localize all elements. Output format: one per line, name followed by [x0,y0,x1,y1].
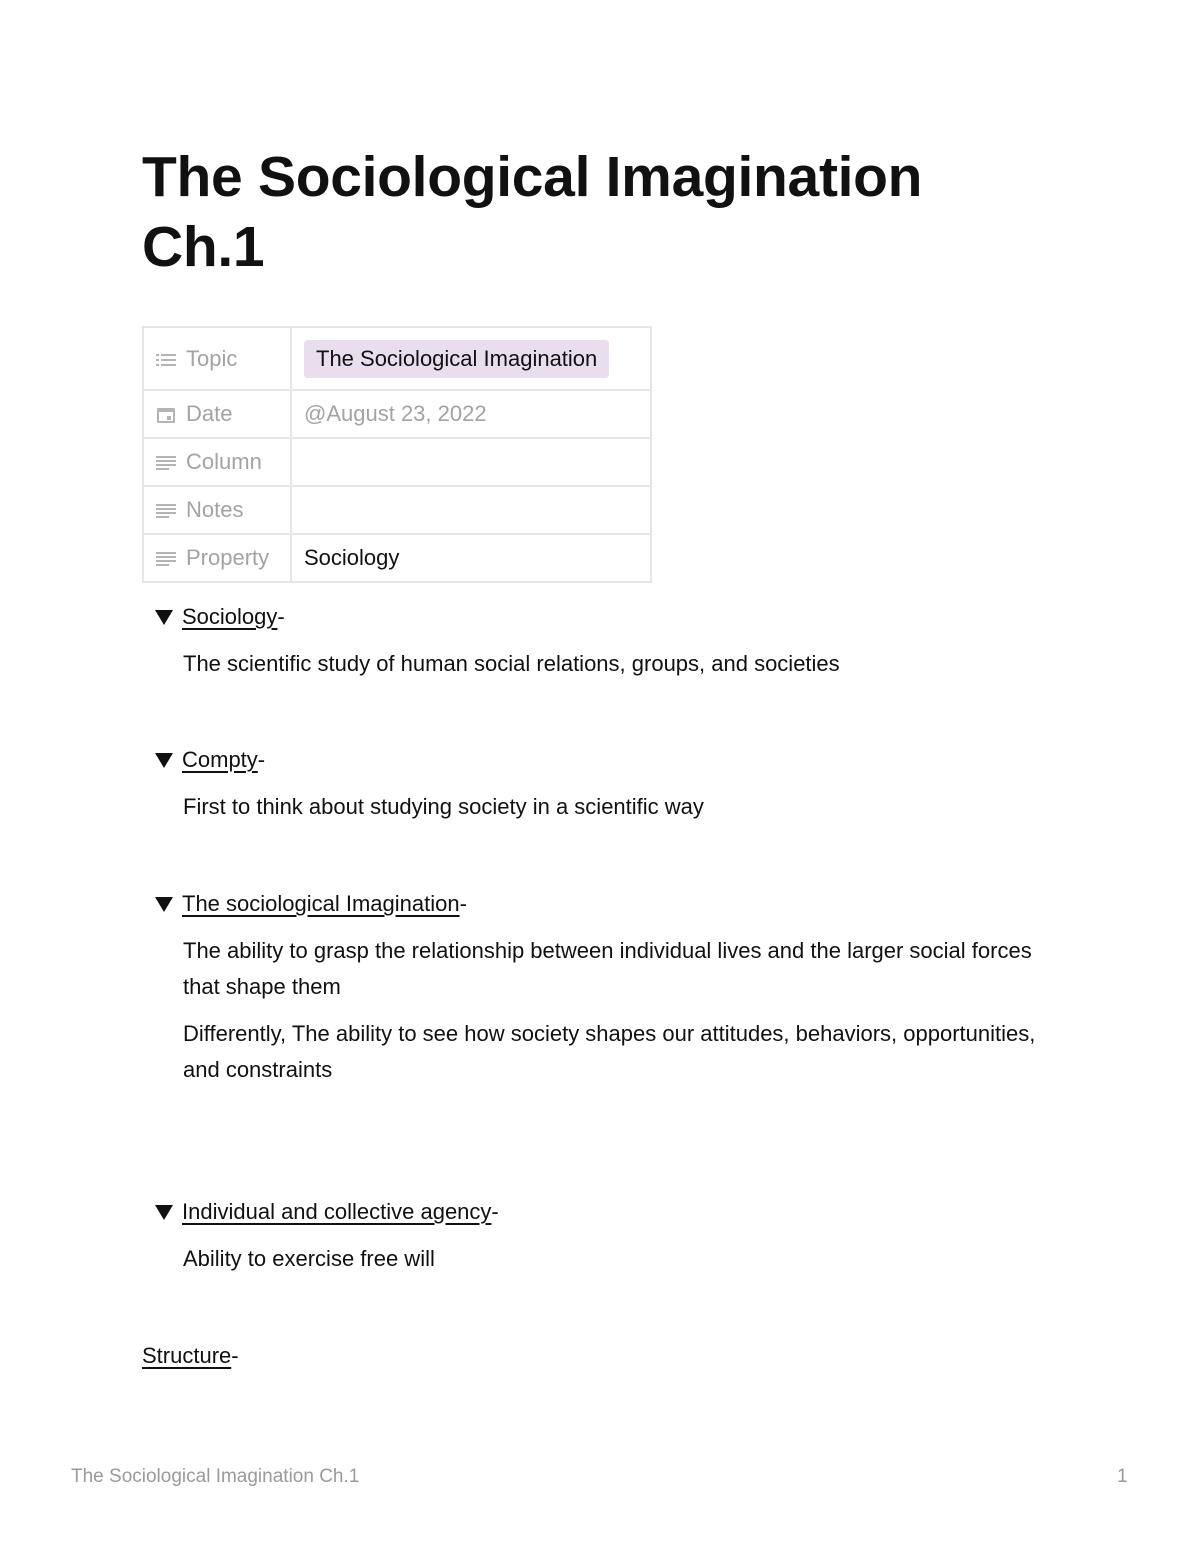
toggle-term: The sociological Imagination [182,891,460,916]
text-lines-icon [156,502,176,520]
toggle-paragraph: The ability to grasp the relationship between individual lives and the larger social forces that shape them [183,938,1032,999]
toggle-paragraph: The scientific study of human social relations, groups, and societies [183,651,840,676]
toggle-paragraph: First to think about studying society in a scientific way [183,794,704,819]
toggle-label [182,603,285,631]
toggle-paragraph: Differently, The ability to see how society shapes our attitudes, behaviors, opportunities, and constraints [183,1021,1036,1082]
calendar-icon [156,406,176,424]
text-lines-icon [156,454,176,472]
property-value-topic[interactable] [291,327,651,390]
property-row-date [143,390,651,438]
toggle-label [182,890,467,918]
property-key-topic [143,327,291,390]
toggle-label [182,746,265,774]
toggle-label [182,1198,499,1226]
toggle-term: Individual and collective agency [182,1199,492,1224]
text-lines-icon [156,550,176,568]
property-key-column [143,438,291,486]
property-key-date [143,390,291,438]
footer-title: The Sociological Imagination Ch.1 [71,1466,360,1487]
property-key-property [143,534,291,582]
property-label: Topic [186,345,238,371]
footer-page-number: 1 [1117,1466,1128,1487]
property-row-notes [143,486,651,534]
list-icon [156,351,176,369]
toggle-content [183,1241,1043,1277]
property-value-column[interactable] [291,438,651,486]
toggle-paragraph: Ability to exercise free will [183,1246,435,1271]
property-row-topic [143,327,651,390]
topic-tag[interactable]: The Sociological Imagination [304,340,609,378]
property-value-date[interactable] [291,390,651,438]
page-title: The Sociological Imagination Ch.1 [142,145,923,279]
structure-suffix: - [231,1343,239,1368]
structure-term: Structure [142,1343,232,1368]
property-key-notes [143,486,291,534]
property-label: Date [186,401,233,426]
property-value-notes[interactable] [291,486,651,534]
property-label: Notes [186,497,244,522]
properties-table [142,326,652,583]
toggle-suffix: - [459,891,467,916]
toggle-triangle-icon[interactable] [155,897,173,912]
toggle-content [183,646,1043,682]
structure-heading [142,1342,239,1370]
toggle-term: Compty [182,747,258,772]
toggle-suffix: - [277,604,285,629]
property-value-property[interactable]: Sociology [291,534,651,582]
property-label: Column [186,449,262,474]
date-value[interactable]: @August 23, 2022 [304,401,487,426]
toggle-term: Sociology [182,604,278,629]
toggle-suffix: - [491,1199,499,1224]
toggle-content [183,933,1043,1088]
property-label: Property [186,545,270,570]
toggle-suffix: - [257,747,266,772]
property-row-column [143,438,651,486]
toggle-triangle-icon[interactable] [155,753,173,768]
property-row-property [143,534,651,582]
toggle-triangle-icon[interactable] [155,610,173,625]
toggle-triangle-icon[interactable] [155,1205,173,1220]
toggle-content [183,789,1043,825]
